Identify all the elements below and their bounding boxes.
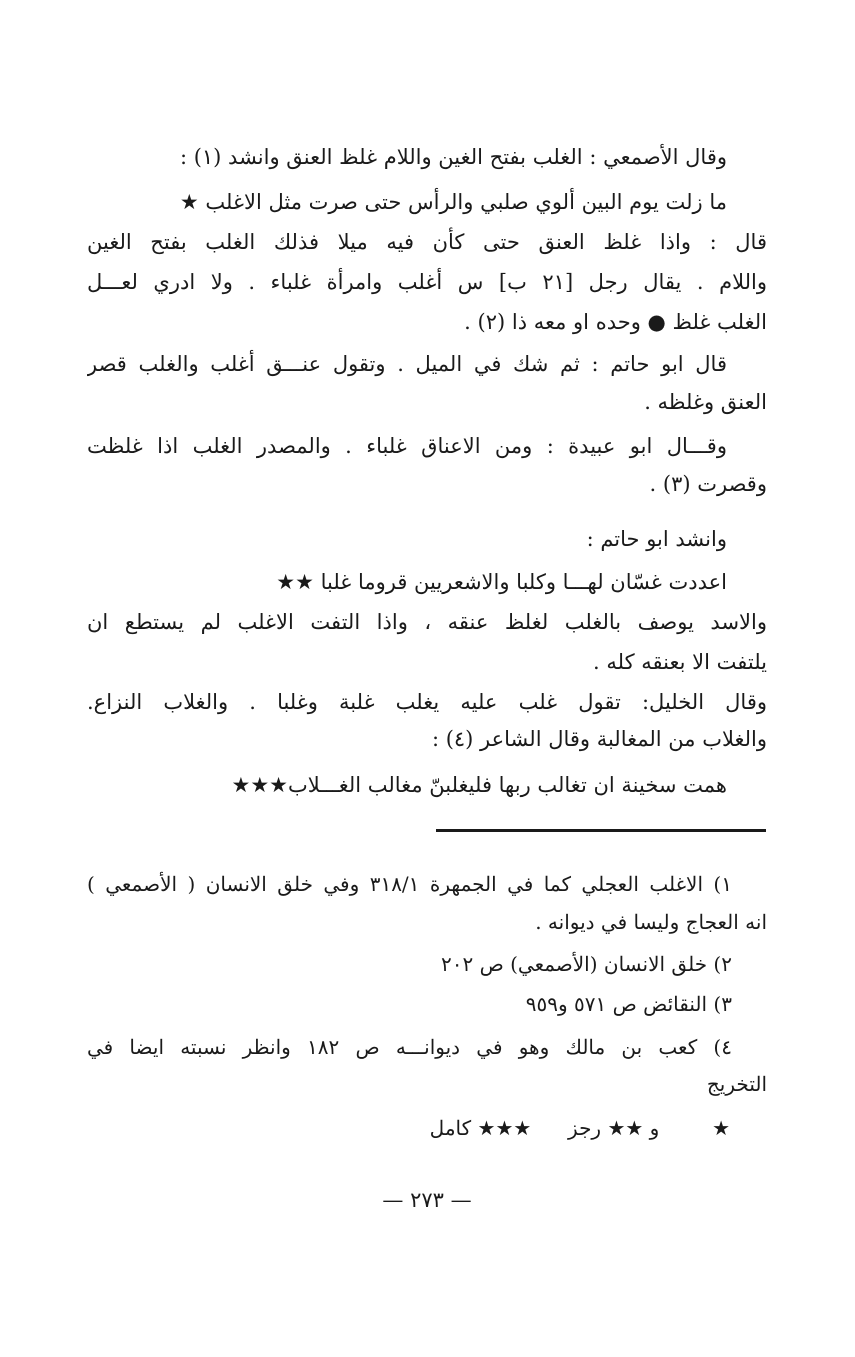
body-line: والغلاب من المغالبة وقال الشاعر (٤) : [431,727,767,751]
body-line: وقـــال ابو عبيدة : ومن الاعناق غلباء . والمصدر الغلب اذا غلظت [87,434,727,458]
body-line: قال ابو حاتم : ثم شك في الميل . وتقول عنـــق أغلب والغلب قصر [87,352,727,376]
body-line: وقصرت (٣) . [649,472,767,496]
meter-star-double: ★★ [607,1116,644,1140]
body-line: وقال الأصمعي : الغلب بفتح الغين واللام غلظ العنق وانشد (١) : [179,145,727,169]
verse-line: همت سخينة ان تغالب ربها فليغلبنّ مغالب الغـــلاب★★★ [231,773,727,797]
body-line: قال : واذا غلظ العنق حتى كأن فيه ميلا فذلك الغلب بفتح الغين [87,230,767,254]
body-line: واللام . يقال رجل [٢١ ب] س أغلب وامرأة غلباء . ولا ادري لعـــل [87,270,767,294]
footnote-line: انه العجاج وليسا في ديوانه . [535,910,767,934]
body-line: العنق وغلظه . [644,390,767,414]
meter-rajaz: رجز [568,1116,602,1140]
verse-line: ما زلت يوم البين ألوي صلبي والرأس حتى صرت مثل الاغلب ★ [179,190,727,214]
footnote-line: ١) الاغلب العجلي كما في الجمهرة ٣١٨/١ وفي خلق الانسان ( الأصمعي ) [87,872,732,896]
footnote-line: ٤) كعب بن مالك وهو في ديوانـــه ص ١٨٢ وانظر نسبته ايضا في [87,1035,732,1059]
footnote-line: ٢) خلق الانسان (الأصمعي) ص ٢٠٢ [440,952,732,976]
verse-line: اعددت غسّان لهـــا وكلبا والاشعريين قروما غلبا ★★ [276,570,727,594]
body-line: وقال الخليل: تقول غلب عليه يغلب غلبة وغلبا . والغلاب النزاع. [87,690,767,714]
page-number: — ٢٧٣ — [382,1188,472,1212]
meter-kamil: كامل [429,1116,472,1140]
meter-and: و [649,1116,660,1140]
footnote-line: التخريج [706,1072,767,1096]
body-line: الغلب غلظ ● وحده او معه ذا (٢) . [464,310,767,334]
body-line: والاسد يوصف بالغلب لغلظ عنقه ، واذا التفت الاغلب لم يستطع ان [87,610,767,634]
body-line: يلتفت الا بعنقه كله . [593,650,767,674]
meter-legend [230,1108,730,1148]
body-line: وانشد ابو حاتم : [586,527,727,551]
meter-star-triple: ★★★ [477,1116,532,1140]
meter-star-single: ★ [712,1116,730,1140]
footnote-line: ٣) النقائض ص ٥٧١ و٩٥٩ [525,992,732,1016]
footnote-separator [436,829,766,832]
